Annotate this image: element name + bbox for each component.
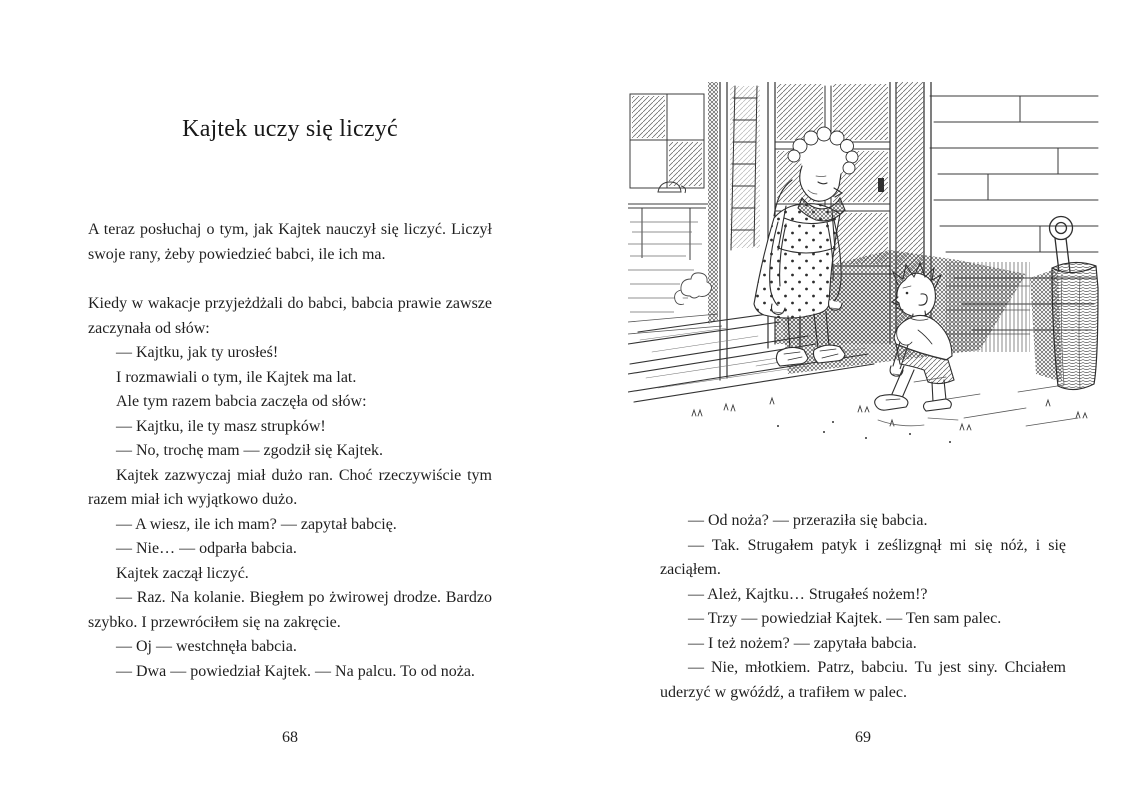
body-paragraph: — Trzy — powiedział Kajtek. — Ten sam palec. xyxy=(688,610,1002,627)
body-paragraph: — Tak. Strugałem patyk i ześlizgnął mi się nóż, i się zaciąłem. xyxy=(660,536,1066,578)
page-number-left: 68 xyxy=(282,729,298,746)
body-paragraph: Kiedy w wakacje przyjeżdżali do babci, babcia prawie zawsze zaczynała od słów: xyxy=(88,295,492,337)
body-paragraph: — Dwa — powiedział Kajtek. — Na palcu. To od noża. xyxy=(116,662,475,680)
right-page-text xyxy=(660,509,1066,705)
body-paragraph: — Kajtku, jak ty urosłeś! xyxy=(116,344,279,361)
illustration-basket xyxy=(1052,262,1098,389)
body-paragraph: — I też nożem? — zapytała babcia. xyxy=(688,634,917,652)
body-paragraph: — Ależ, Kajtku… Strugałeś nożem!? xyxy=(688,585,928,603)
body-paragraph: I rozmawiali o tym, ile Kajtek ma lat. xyxy=(116,368,357,386)
book-illustration xyxy=(628,82,1100,467)
body-paragraph: Ale tym razem babcia zaczęła od słów: xyxy=(116,393,367,410)
body-paragraph: — Od noża? — przeraziła się babcia. xyxy=(688,512,928,529)
body-paragraph: — Nie… — odparła babcia. xyxy=(116,540,297,557)
body-paragraph: — No, trochę mam — zgodził się Kajtek. xyxy=(116,442,384,459)
illustration-doorstep-shape xyxy=(675,273,712,305)
body-paragraph: Kajtek zaczął liczyć. xyxy=(116,564,249,582)
body-paragraph: — Kajtku, ile ty masz strupków! xyxy=(116,417,326,435)
body-paragraph: — A wiesz, ile ich mam? — zapytał babcię. xyxy=(116,515,397,533)
left-page xyxy=(88,0,492,684)
body-paragraph: — Oj — westchnęła babcia. xyxy=(116,638,297,655)
body-paragraph: — Raz. Na kolanie. Biegłem po żwirowej drodze. Bardzo szybko. I przewróciłem się na zakręcie. xyxy=(88,589,492,631)
page-number-right: 69 xyxy=(855,729,871,746)
body-paragraph: Kajtek zazwyczaj miał dużo ran. Choć rzeczywiście tym razem miał ich wyjątkowo dużo. xyxy=(88,466,492,508)
chapter-title: Kajtek uczy się liczyć xyxy=(182,116,398,142)
body-paragraph: A teraz posłuchaj o tym, jak Kajtek nauczył się liczyć. Liczył swoje rany, żeby powiedzieć babci, ile ich ma. xyxy=(88,221,492,263)
body-paragraph: — Nie, młotkiem. Patrz, babciu. Tu jest siny. Chciałem uderzyć w gwóźdź, a trafiłem w palec. xyxy=(660,659,1066,701)
left-page-text xyxy=(88,218,492,684)
